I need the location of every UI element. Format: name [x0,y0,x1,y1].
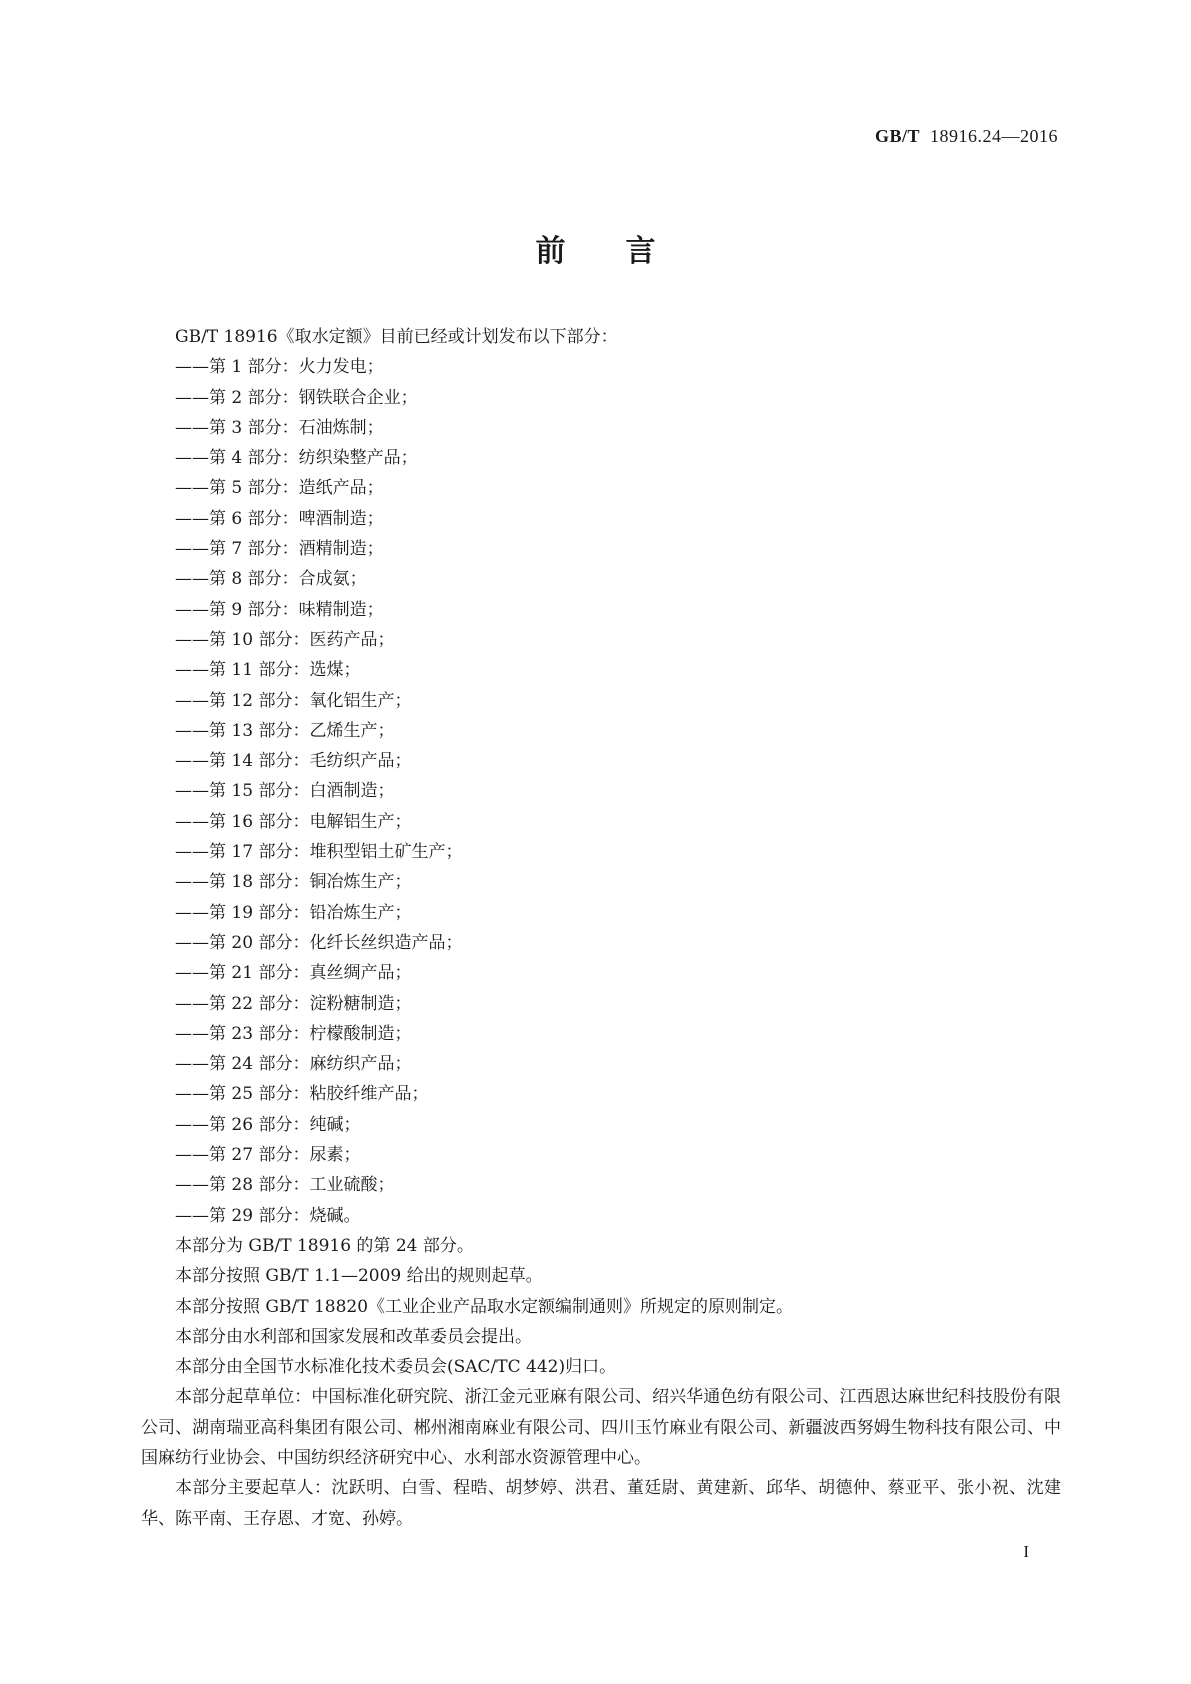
list-item: ——第 20 部分：化纤长丝织造产品； [175,932,463,953]
intro-paragraph: GB/T 18916《取水定额》目前已经或计划发布以下部分： [175,327,618,347]
list-item: ——第 16 部分：电解铝生产； [175,811,412,832]
drafting-rules-statement: 本部分按照 GB/T 1.1—2009 给出的规则起草。 [175,1266,543,1287]
list-item: ——第 2 部分：钢铁联合企业； [175,387,418,408]
list-item: ——第 5 部分：造纸产品； [175,478,384,499]
drafters-paragraph: 本部分主要起草人：沈跃明、白雪、程晧、胡梦婷、洪君、董廷尉、黄建新、邱华、胡德仲、蔡亚平、张小祝、沈建华、陈平南、王存恩、才宽、孙婷。 [141,1478,1061,1529]
list-item: ——第 4 部分：纺织染整产品； [175,448,418,469]
list-item: ——第 23 部分：柠檬酸制造； [175,1023,412,1044]
document-code-number: 18916.24—2016 [930,126,1058,146]
list-item: ——第 28 部分：工业硫酸； [175,1175,395,1196]
list-item: ——第 8 部分：合成氨； [175,569,367,590]
principles-statement: 本部分按照 GB/T 18820《工业企业产品取水定额编制通则》所规定的原则制定。 [175,1296,794,1317]
list-item: ——第 22 部分：淀粉糖制造； [175,993,412,1014]
part-of-statement: 本部分为 GB/T 18916 的第 24 部分。 [175,1235,474,1256]
list-item: ——第 1 部分：火力发电； [175,357,384,378]
list-item: ——第 7 部分：酒精制造； [175,539,384,560]
list-item: ——第 26 部分：纯碱； [175,1114,361,1135]
foreword-body [141,322,1061,1534]
list-item: ——第 27 部分：尿素； [175,1145,361,1166]
list-item: ——第 19 部分：铅冶炼生产； [175,902,412,923]
list-item: ——第 14 部分：毛纺织产品； [175,751,412,772]
list-item: ——第 10 部分：医药产品； [175,629,395,650]
document-code-prefix: GB/T [874,126,920,146]
list-item: ——第 6 部分：啤酒制造； [175,508,384,529]
list-item: ——第 3 部分：石油炼制； [175,417,384,438]
drafting-units-paragraph: 本部分起草单位：中国标准化研究院、浙江金元亚麻有限公司、绍兴华通色纺有限公司、江西恩达麻世纪科技股份有限公司、湖南瑞亚高科集团有限公司、郴州湘南麻业有限公司、四川玉竹麻业有限公司、新疆波西努姆生物科技有限公司、中国麻纺行业协会、中国纺织经济研究中心、水利部水资源管理中心。 [141,1387,1061,1468]
document-code [875,126,1058,147]
list-item: ——第 24 部分：麻纺织产品； [175,1054,412,1075]
list-item: ——第 12 部分：氧化铝生产； [175,690,412,711]
list-item: ——第 13 部分：乙烯生产； [175,720,395,741]
page-number: I [1023,1542,1029,1561]
page-title: 前 言 [535,234,656,269]
list-item: ——第 11 部分：选煤； [175,660,361,681]
list-item: ——第 15 部分：白酒制造； [175,781,395,802]
list-item: ——第 17 部分：堆积型铝土矿生产； [175,842,463,863]
list-item: ——第 18 部分：铜冶炼生产； [175,872,412,893]
parts-list [141,352,1061,1231]
list-item: ——第 9 部分：味精制造； [175,599,384,620]
proposed-by-statement: 本部分由水利部和国家发展和改革委员会提出。 [175,1326,532,1347]
centralized-by-statement: 本部分由全国节水标准化技术委员会(SAC/TC 442)归口。 [175,1357,617,1378]
list-item: ——第 29 部分：烧碱。 [175,1205,361,1226]
list-item: ——第 25 部分：粘胶纤维产品； [175,1084,429,1105]
list-item: ——第 21 部分：真丝绸产品； [175,963,412,984]
